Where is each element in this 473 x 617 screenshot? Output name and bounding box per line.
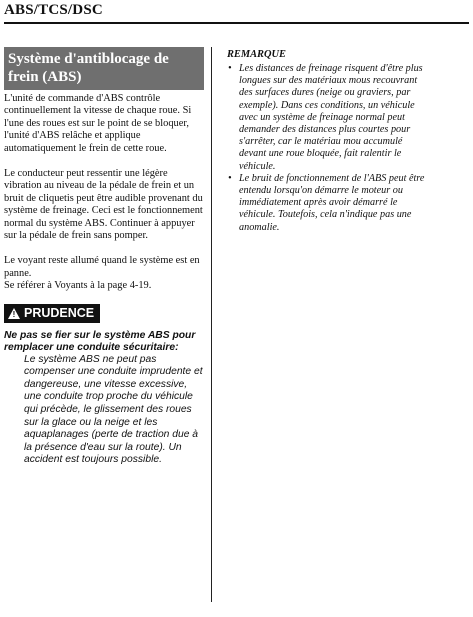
note-item [227,63,425,173]
note-item-text: Le bruit de fonctionnement de l'ABS peut être entendu lorsqu'on démarre le moteur ou immédiatement après avoir démarré le véhicule. Toutefois, cela n'indique pas une anomalie. [239,172,425,233]
bullet-icon: • [228,63,232,74]
page-header-title: ABS/TCS/DSC [4,2,103,18]
bullet-icon: • [228,172,232,184]
caution-heading: Ne pas se fier sur le système ABS pour remplacer une conduite sécuritaire: [4,329,196,353]
column-divider [211,47,212,602]
paragraph-reference: Se référer à Voyants à la page 4-19. [4,280,152,292]
warning-triangle-icon [8,308,20,319]
header-rule [4,22,469,24]
caution-body: Le système ABS ne peut pas compenser une conduite imprudente et dangereuse, une vitesse excessive, une conduite trop proche du véhicule qui précède, le glissement des roues sur la glace ou la neige et les aquaplanages (perte de traction due à la présence d'eau sur la route). Un accident est toujours possible. [24,353,203,466]
left-column [4,47,204,467]
right-column [227,47,425,234]
paragraph-warning-light: Le voyant reste allumé quand le système est en panne. [4,255,200,279]
warning-exclamation: ! [12,309,16,319]
note-list [227,63,425,234]
paragraph-vibration: Le conducteur peut ressentir une légère vibration au niveau de la pédale de frein et un bruit de cliquetis peut être audible provenant du système de freinage. Ceci est le fonctionnement normal du système ABS. Continuer à appuyer sur la pédale de frein sans pomper. [4,168,203,242]
caution-label-text: PRUDENCE [24,306,95,321]
note-title: REMARQUE [227,49,286,60]
note-item [227,173,425,234]
caution-label [4,304,100,323]
paragraph-abs-control: L'unité de commande d'ABS contrôle continuellement la vitesse de chaque roue. Si l'une des roues est sur le point de se bloquer, l'unité d'ABS relâche et applique automatiquement le frein de cette roue. [4,93,192,154]
section-title: Système d'antiblocage de frein (ABS) [4,47,204,90]
note-item-text: Les distances de freinage risquent d'être plus longues sur des matériaux mous recouvrant des surfaces dures (neige ou graviers, par exemple). Dans ces conditions, un véhicule avec un système de freinage normal peut demander des distances plus courtes pour s'arrêter, car le matériau mou accumulé devant une roue bloquée, fait ralentir le véhicule. [239,63,423,172]
